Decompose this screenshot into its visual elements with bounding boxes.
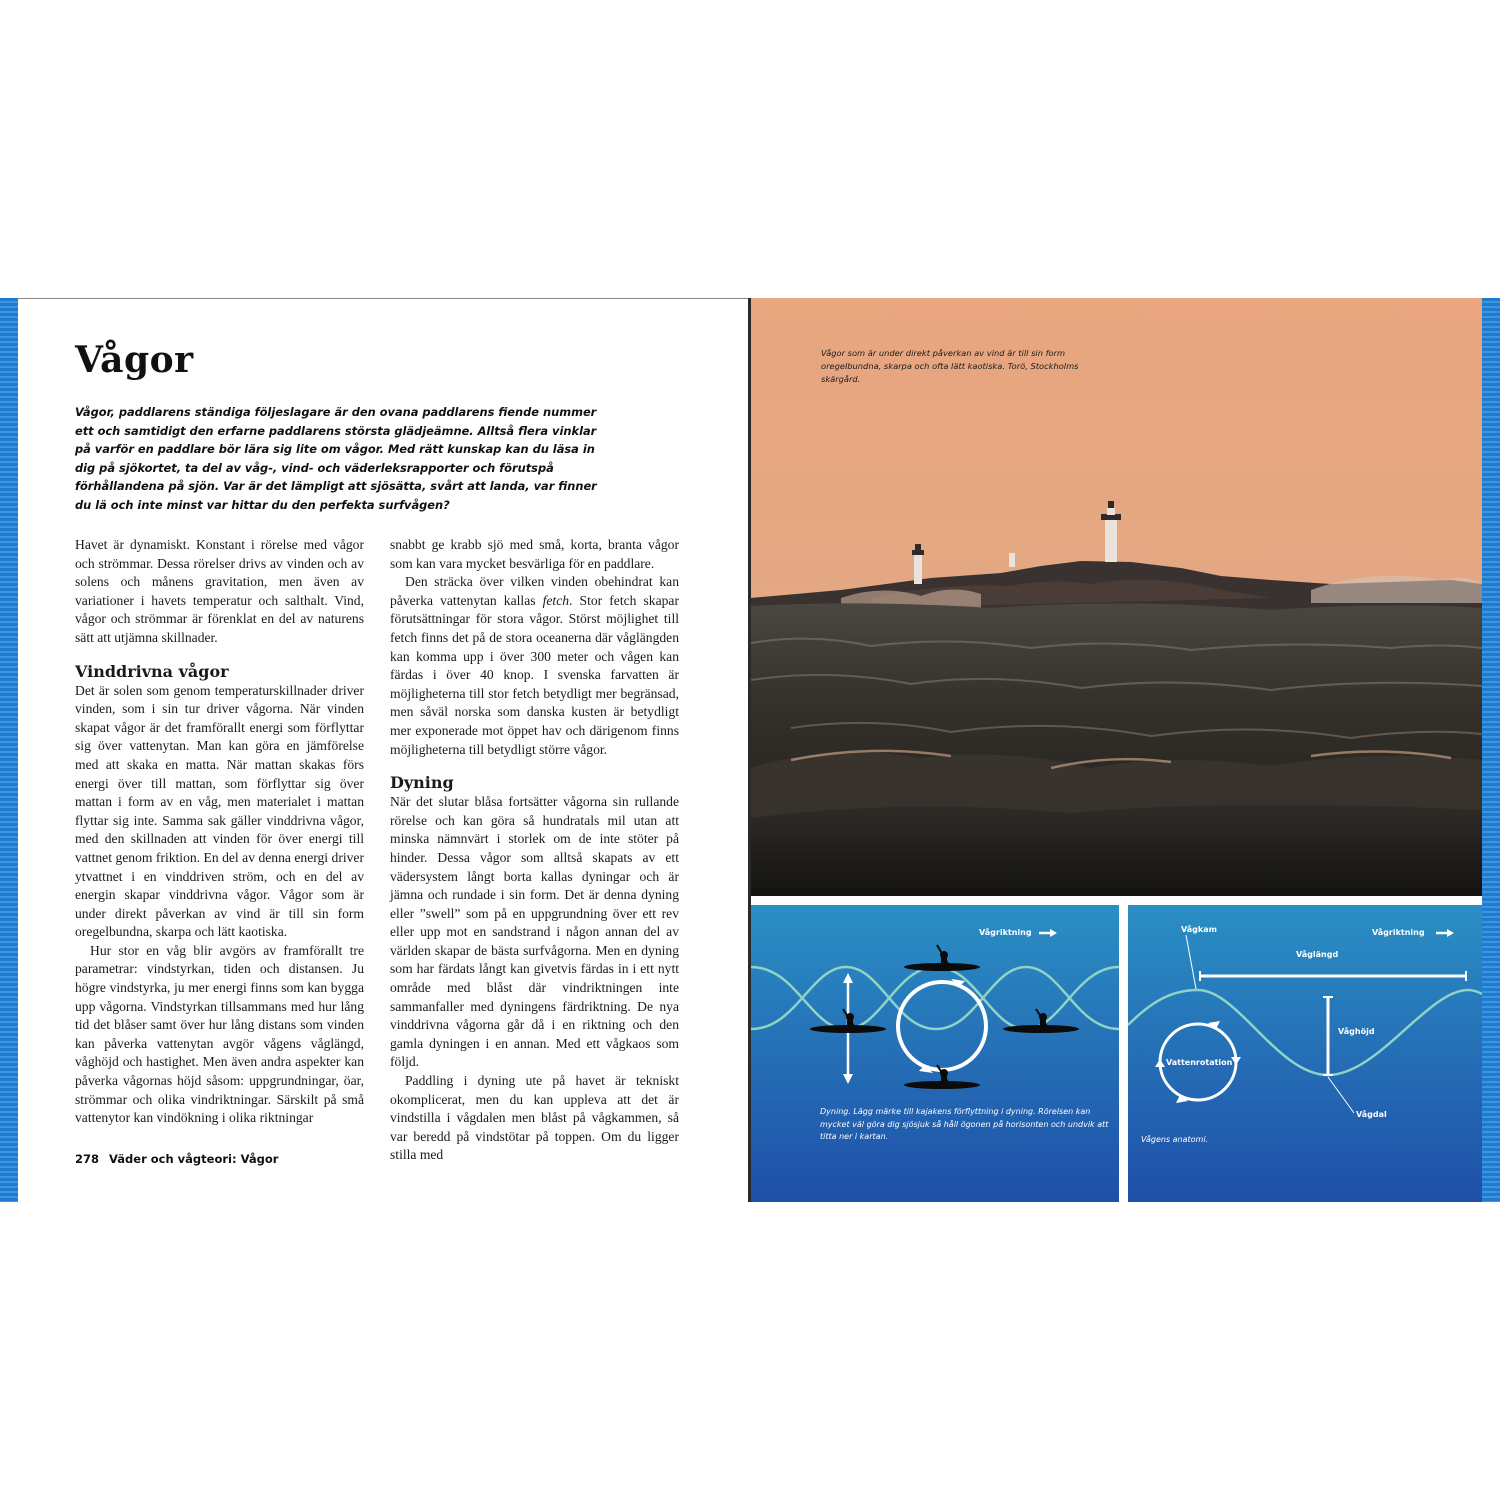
right-page	[751, 298, 1482, 1202]
running-section: Väder och vågteori: Vågor	[109, 1152, 279, 1166]
body-paragraph: snabbt ge krabb sjö med små, korta, branta vågor som kan vara mycket besvärliga för en paddlare.	[390, 537, 679, 571]
water-rotation-label: Vattenrotation	[1166, 1058, 1233, 1067]
photo-caption: Vågor som är under direkt påverkan av vind är till sin form oregelbundna, skarpa och ofta lätt kaotiska. Torö, Stockholms skärgård.	[821, 348, 1079, 384]
fetch-term: fetch	[542, 592, 570, 608]
text-column-1	[75, 536, 364, 1128]
page-number: 278	[75, 1152, 100, 1166]
subheading-swell: Dyning	[390, 773, 454, 793]
swell-caption: Dyning. Lägg märke till kajakens förflyttning i dyning. Rörelsen kan mycket väl göra dig sjösjuk så håll ögonen på horisonten och undvik att titta ner i kartan.	[820, 1107, 1109, 1141]
swell-diagram	[751, 905, 1119, 1202]
ingress-paragraph: Vågor, paddlarens ständiga följeslagare är den ovana paddlarens fiende nummer ett och samtidigt den erfarne paddlarens största glädjeämne. Alltså flera vinklar på varför en paddlare bör lära sig lite om vågor. Med rätt kunskap kan du läsa in dig på sjökortet, ta del av våg-, vind- och väderleksrapporter och förutspå förhållandena på sjön. Var är det lämpligt att sjösätta, svårt att landa, var finner du lä och inte minst var hittar du den perfekta surfvågen?	[75, 405, 597, 512]
body-paragraph: Det är solen som genom temperaturskillnader driver vinden, som i sin tur driver vågorna. När vinden skapat vågor är det framförallt energi som förflyttar sig över vattenytan. Man kan göra en jämförelse med att skaka en matta. När mattan skakas förs energi över till mattan, som förflyttar sig över mattan i form av en våg, men materialet i mattan flyttar sig inte. Samma sak gäller vinddrivna vågor, med den skillnaden att vinden för över energi till vattnet genom friktion. En del av denna energi driver ytvattnet i en vinddriven ström, och en del av energin skapar vinddrivna vågor. Vågor som är under direkt påverkan av vind är till sin form oregelbundna, skarpa och lätt kaotiska.	[75, 682, 364, 940]
wave-height-label: Våghöjd	[1338, 1027, 1375, 1036]
right-edge-stripe	[1482, 298, 1500, 1202]
lighthouse-sea-photo	[751, 298, 1482, 896]
left-edge-stripe	[0, 298, 18, 1202]
page-footer	[75, 1152, 288, 1166]
anatomy-direction-label: Vågriktning	[1372, 928, 1425, 937]
fetch-text-after: . Stor fetch skapar förutsättningar för stora vågor. Störst möjlighet till fetch finns det på de stora oceanerna där våglängden kan komma upp i över 300 meter och vågen kan färdas i över 40 knop. I svenska farvatten är möjligheterna till stor fetch betydligt mer begränsad, men såväl norska som danska kusten är betydligt mer exponerade mot öppet hav och därigenom finns möjligheterna till betydligt större vågor.	[390, 592, 679, 757]
body-paragraph-fetch	[390, 573, 679, 759]
body-paragraph: Havet är dynamiskt. Konstant i rörelse med vågor och strömmar. Dessa rörelser drivs av vinden och av solens och månens gravitation, men även av variationer i havets temperatur och salthalt. Vind, vågor och strömmar är förenklat en del av naturens sätt att utjämna skillnader.	[75, 537, 364, 645]
page-title: Vågor	[75, 339, 194, 381]
book-spread	[0, 298, 1500, 1202]
swell-direction-label: Vågriktning	[979, 928, 1032, 937]
trough-label: Vågdal	[1356, 1110, 1387, 1119]
body-paragraph: När det slutar blåsa fortsätter vågorna sin rullande rörelse och kan göra så hundratals mil utan att minska nämnvärt i storlek om de inte stöter på hinder. Dessa vågor som alltså skapats av ett vädersystem långt borta kallas dyningar och är jämna och rundade i sin form. Det är denna dyning eller ”swell” som på en uppgrundning över ett rev eller upp mot en sandstrand i någon annan del av världen skapar de bästa surfvågorna. Men en dyning som har färdats långt kan givetvis färdas in i ett nytt område med blåst där vindriktningen inte sammanfaller med dyningens färdriktning. De nya vinddrivna vågorna går då i en riktning och den gamla dyningen i en annan. Med ett vågkaos som följd.	[390, 794, 679, 1070]
body-paragraph: Hur stor en våg blir avgörs av framförallt tre parametrar: vindstyrkan, tiden och distansen. Ju högre vindstyrka, ju mer energi finns som kan bygga upp vågorna. Vindstyrkan tillsammans med hur lång tid det blåser samt över hur lång distans som vinden kan påverka vattenytan avgör vågens våglängd, våghöjd och hastighet. Men även andra aspekter kan påverka vågornas höjd såsom: uppgrundningar, öar, strömmar och olika vindriktningar. Särskilt på små vattenytor kan vindökning i olika riktningar	[75, 942, 364, 1126]
crest-label: Vågkam	[1181, 925, 1217, 934]
wave-anatomy-diagram	[1128, 905, 1482, 1202]
body-paragraph: Paddling i dyning ute på havet är tekniskt okomplicerat, men du kan uppleva att det är vindstilla i vågdalen men blåst på vågkammen, så var beredd på vindstötar på toppen. Om du ligger stilla med	[390, 1073, 679, 1163]
text-column-2	[390, 536, 679, 1165]
wavelength-label: Våglängd	[1296, 950, 1339, 959]
subheading-wind-waves: Vinddrivna vågor	[75, 661, 229, 681]
left-page	[18, 298, 748, 1203]
fetch-text-before: Den sträcka över vilken vinden obehindrat kan påverka vattenytan kallas	[390, 574, 679, 608]
anatomy-caption: Vågens anatomi.	[1141, 1135, 1209, 1144]
